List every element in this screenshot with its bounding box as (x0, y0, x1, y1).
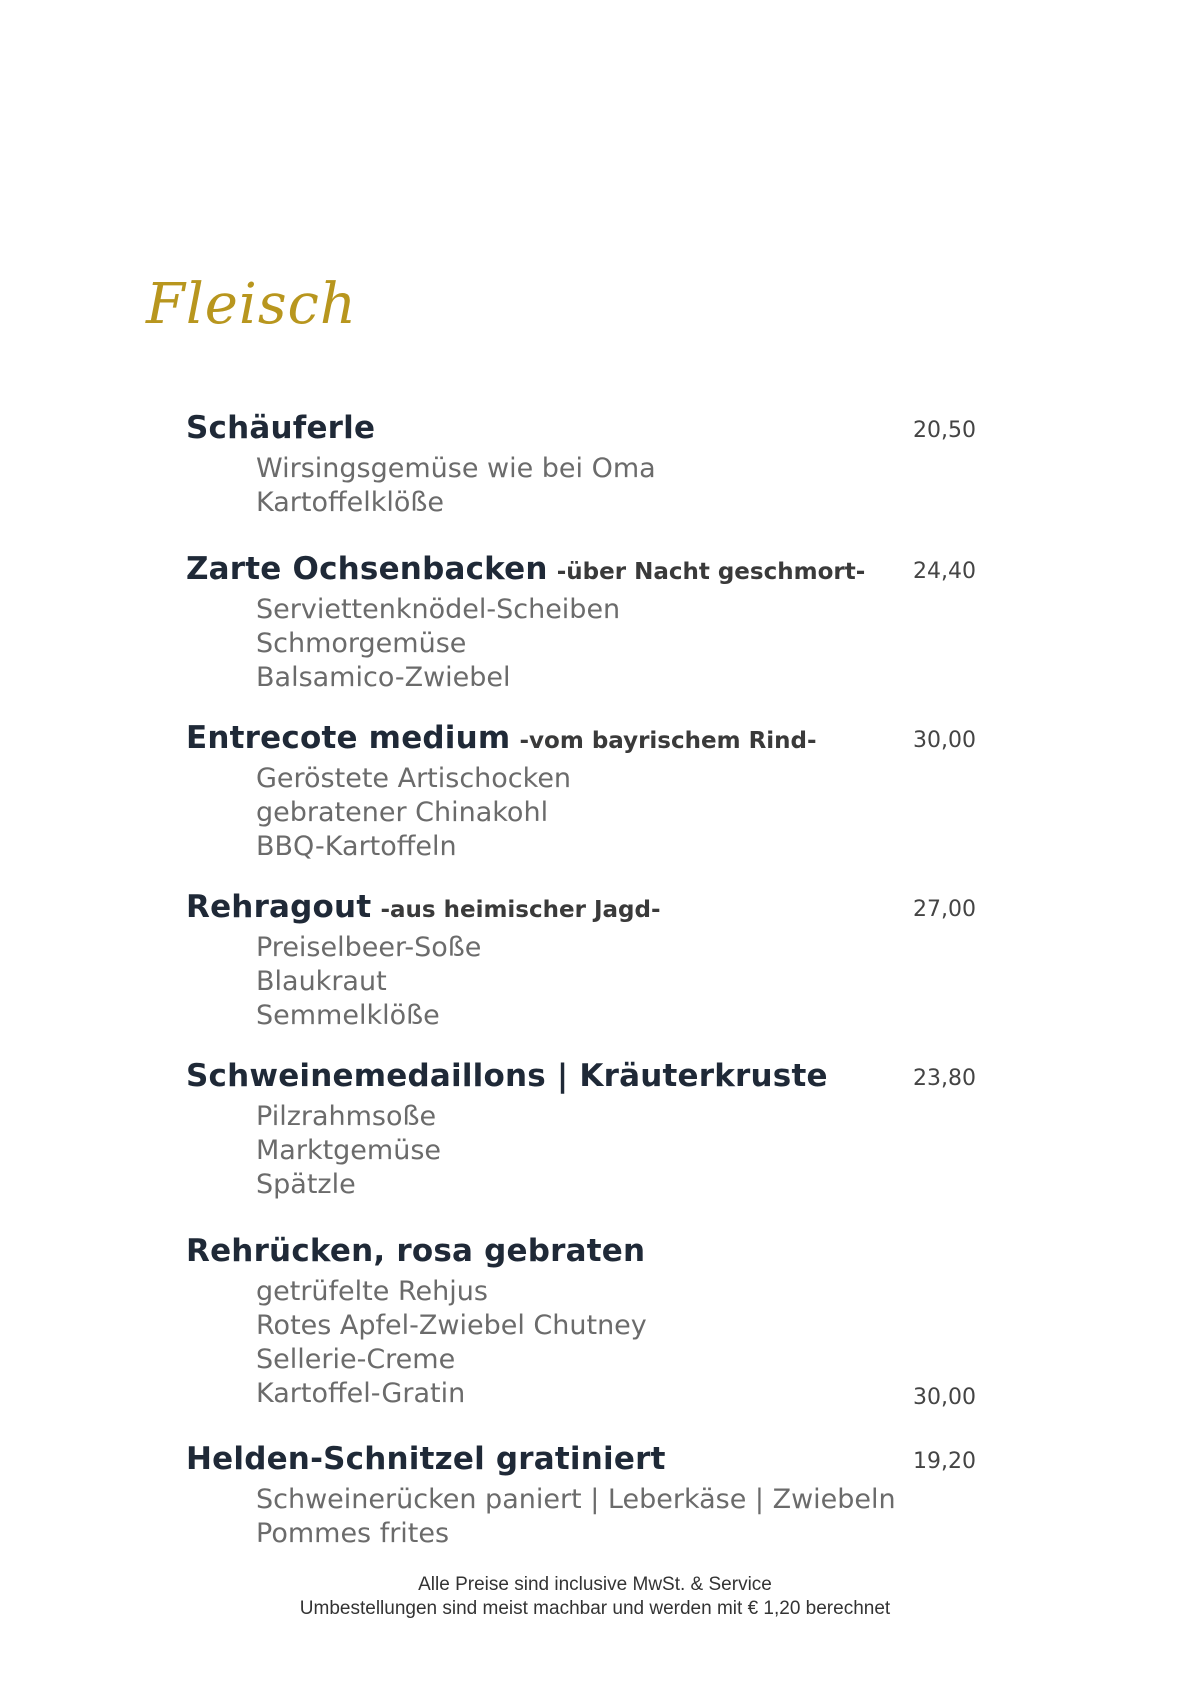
dish-rehragout (186, 889, 976, 1033)
side-list (186, 1275, 976, 1411)
side-item (256, 1377, 976, 1411)
side-item: Blaukraut (256, 966, 387, 997)
dish-name: Rehrücken, rosa gebraten (186, 1233, 646, 1269)
dish-ochsenbacken (186, 551, 976, 695)
side-item: BBQ-Kartoffeln (256, 831, 457, 862)
dish-header (186, 1058, 976, 1100)
dish-name: Rehragout (186, 889, 372, 925)
dish-rehruecken (186, 1233, 976, 1411)
dish-price: 19,20 (913, 1449, 976, 1474)
dish-price: 20,50 (913, 418, 976, 443)
dish-helden-schnitzel (186, 1441, 976, 1551)
dish-note: -vom bayrischem Rind- (519, 728, 817, 754)
side-item: Semmelklöße (256, 1000, 440, 1031)
side-item: Preiselbeer-Soße (256, 932, 482, 963)
side-item: Spätzle (256, 1169, 356, 1200)
dish-note: -aus heimischer Jagd- (380, 897, 661, 923)
dish-name: Schäuferle (186, 410, 376, 446)
side-list (186, 593, 976, 695)
side-item: getrüfelte Rehjus (256, 1276, 488, 1307)
footer-change-note: Umbestellungen sind meist machbar und werden mit € 1,20 berechnet (299, 1598, 891, 1619)
side-item: gebratener Chinakohl (256, 797, 549, 828)
dish-name: Entrecote medium (186, 720, 511, 756)
side-item: Schmorgemüse (256, 628, 467, 659)
side-item: Pommes frites (256, 1518, 450, 1549)
side-list (186, 1483, 976, 1551)
dish-name: Helden-Schnitzel gratiniert (186, 1441, 666, 1477)
dish-header (186, 720, 976, 762)
dish-name: Zarte Ochsenbacken (186, 551, 548, 587)
side-list (186, 452, 976, 520)
side-list (186, 1100, 976, 1202)
side-list (186, 762, 976, 864)
dish-price: 27,00 (913, 897, 976, 922)
dish-header (186, 1233, 976, 1275)
dish-price: 30,00 (913, 1385, 976, 1410)
side-item: Balsamico-Zwiebel (256, 662, 511, 693)
dish-note: -über Nacht geschmort- (556, 559, 866, 585)
side-item: Marktgemüse (256, 1135, 442, 1166)
side-item-label: Kartoffel-Gratin (256, 1378, 466, 1409)
dish-name: Schweinemedaillons | Kräuterkruste (186, 1058, 828, 1094)
side-item: Pilzrahmsoße (256, 1101, 437, 1132)
footer-price-note: Alle Preise sind inclusive MwSt. & Service (418, 1574, 772, 1595)
dish-entrecote (186, 720, 976, 864)
dish-header (186, 889, 976, 931)
dish-price: 23,80 (913, 1066, 976, 1091)
dish-price: 24,40 (913, 559, 976, 584)
side-item: Schweinerücken paniert | Leberkäse | Zwiebeln (256, 1484, 896, 1515)
side-item: Rotes Apfel-Zwiebel Chutney (256, 1310, 647, 1341)
dish-header (186, 551, 976, 593)
dish-header (186, 1441, 976, 1483)
side-item: Geröstete Artischocken (256, 763, 572, 794)
side-item: Serviettenknödel-Scheiben (256, 594, 621, 625)
dish-schweinemedaillons (186, 1058, 976, 1202)
dish-price: 30,00 (913, 728, 976, 753)
dish-schaeuferle (186, 410, 976, 520)
side-item: Wirsingsgemüse wie bei Oma (256, 453, 656, 484)
section-title: Fleisch (146, 272, 357, 337)
side-item: Kartoffelklöße (256, 487, 444, 518)
dish-header (186, 410, 976, 452)
side-item: Sellerie-Creme (256, 1344, 456, 1375)
side-list (186, 931, 976, 1033)
